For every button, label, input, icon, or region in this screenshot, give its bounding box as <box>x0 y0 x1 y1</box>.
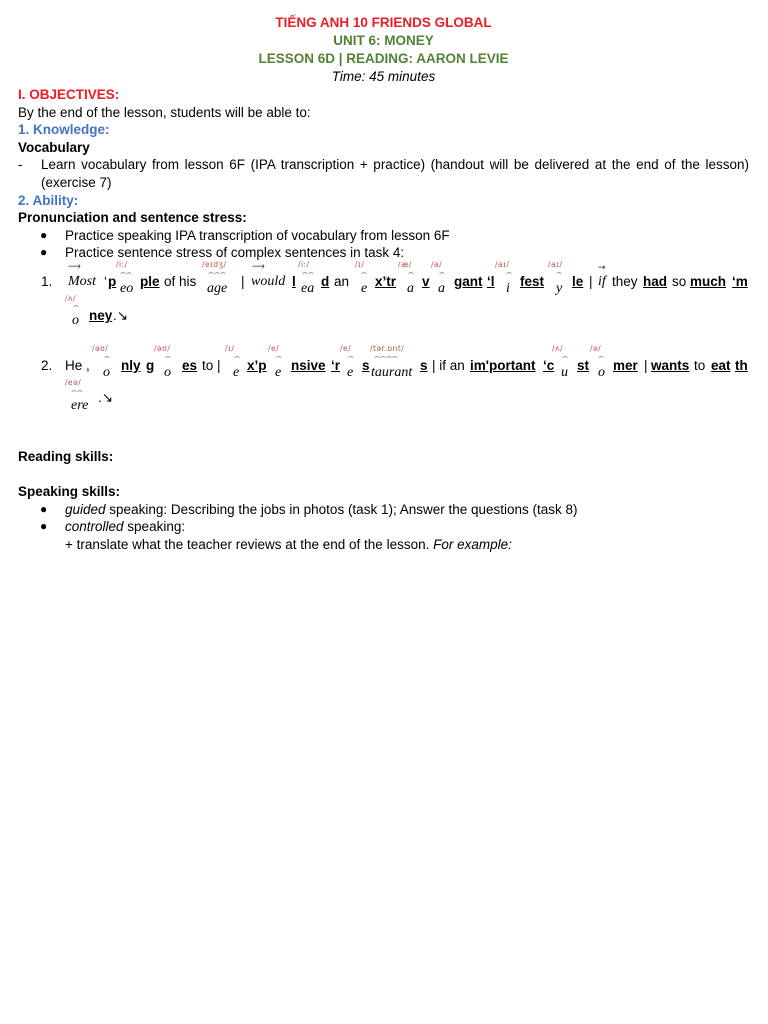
word-token: s <box>362 357 370 373</box>
arc-mark: ⌢ <box>348 351 354 362</box>
arc-mark: ⌢⌢⌢⌢ <box>374 351 398 362</box>
vocabulary-heading: Vocabulary <box>18 139 90 155</box>
word-token: so <box>672 273 687 289</box>
word-token: ‘l <box>487 273 495 289</box>
ipa-label: /ɪ/ <box>355 259 365 269</box>
word-token: ‘m <box>732 273 748 289</box>
word-token: fest <box>520 273 545 289</box>
word-token: st <box>577 357 590 373</box>
stress-sentence-1 <box>18 259 749 340</box>
sub-item-text: + translate what the teacher reviews at the end of the lesson. <box>65 536 434 552</box>
word-token: u <box>561 364 568 380</box>
ipa-label: /ʌ/ <box>552 343 563 353</box>
word-token: th <box>735 357 748 373</box>
ipa-label: /eə/ <box>65 377 82 387</box>
word-token: o <box>598 364 605 380</box>
ipa-label: /əʊ/ <box>154 343 171 353</box>
word-token: they <box>612 273 638 289</box>
stress-sentence-2 <box>18 343 749 446</box>
bullet-item <box>18 227 749 245</box>
arc-mark: ⌢ <box>598 351 604 362</box>
ipa-label: /ə/ <box>590 343 602 353</box>
bullet-marker: ● <box>40 519 48 534</box>
word-token: im'portant <box>470 357 536 373</box>
ipa-label: /iː/ <box>298 259 310 269</box>
word-token: to | <box>202 357 221 373</box>
word-token: ‘c <box>543 357 555 373</box>
arc-mark: ⌢ <box>506 267 512 278</box>
word-token: mer <box>613 357 638 373</box>
bullet-marker: ● <box>40 245 48 260</box>
word-token: nly <box>121 357 141 373</box>
ipa-label: /ɪ/ <box>225 343 235 353</box>
lesson-title: LESSON 6D | READING: AARON LEVIE <box>258 51 509 66</box>
word-token: x’tr <box>375 273 397 289</box>
ipa-label: /aɪ/ <box>548 259 563 269</box>
sentence-number: 1. <box>41 273 53 289</box>
arc-mark: ⌢⌢ <box>302 267 314 278</box>
word-token: o <box>72 312 79 328</box>
vocabulary-item <box>18 156 749 191</box>
arc-mark: ⌢ <box>104 351 110 362</box>
word-token: g <box>146 357 155 373</box>
knowledge-heading: 1. Knowledge: <box>18 122 110 138</box>
objectives-intro: By the end of the lesson, students will be able to: <box>18 104 311 120</box>
speaking-bullet-text: speaking: <box>123 519 186 535</box>
sentence-number: 2. <box>41 357 53 373</box>
arc-mark: ⌢⌢⌢ <box>208 267 226 278</box>
word-token: ‘r <box>331 357 341 373</box>
word-token: Most <box>68 273 96 289</box>
speaking-bullet-text: speaking: Describing the jobs in photos (task 1); Answer the questions (task 8) <box>105 501 578 517</box>
ipa-label: /tər.ɒnt/ <box>370 343 405 353</box>
intonation-arrow: → <box>598 262 606 273</box>
arc-mark: ⌢ <box>165 351 171 362</box>
bullet-text: Practice sentence stress of complex sentences in task 4: <box>65 245 405 261</box>
ipa-label: /əʊ/ <box>92 343 109 353</box>
arc-mark: ⌢⌢ <box>120 267 132 278</box>
separator: | <box>589 273 593 289</box>
speaking-mode: controlled <box>65 519 124 535</box>
ipa-label: /ʌ/ <box>65 293 76 303</box>
intonation-arrow: ⟶ <box>68 261 81 272</box>
word-token: l <box>292 273 296 289</box>
blank-line <box>18 466 749 484</box>
arc-mark: ⌢ <box>361 267 367 278</box>
word-token: e <box>347 364 354 380</box>
arc-mark: ⌢ <box>556 267 562 278</box>
arc-mark: ⌢ <box>562 351 568 362</box>
word-token: ere <box>71 397 89 413</box>
word-token: ea <box>301 280 315 296</box>
word-token: v <box>422 273 430 289</box>
word-token: d <box>321 273 330 289</box>
unit-title: UNIT 6: MONEY <box>333 33 434 48</box>
word-token: | if an <box>432 357 465 373</box>
word-token: taurant <box>371 364 413 380</box>
word-token: would <box>251 273 286 289</box>
word-token: to <box>694 357 706 373</box>
word-token: eat <box>711 357 731 373</box>
word-token: eo <box>120 280 134 296</box>
word-token: an <box>334 273 350 289</box>
separator: | <box>241 273 245 289</box>
word-token: le <box>572 273 584 289</box>
bullet-marker: ● <box>40 227 48 242</box>
arc-mark: ⌢ <box>73 300 79 311</box>
for-example-label: For example: <box>433 536 512 552</box>
word-token: o <box>103 364 110 380</box>
word-token: p <box>108 273 117 289</box>
arc-mark: ⌢ <box>408 267 414 278</box>
arc-mark: ⌢ <box>234 351 240 362</box>
arc-mark: ⌢ <box>276 351 282 362</box>
bullet-text: Practice speaking IPA transcription of vocabulary from lesson 6F <box>65 227 450 243</box>
ipa-label: /iː/ <box>116 259 128 269</box>
stress-mark: ‘ <box>104 273 107 289</box>
word-token: es <box>182 357 198 373</box>
word-token: ney <box>89 307 113 323</box>
bullet-marker: ● <box>40 501 48 516</box>
word-token: wants <box>651 357 690 373</box>
speaking-bullet-guided <box>18 501 749 519</box>
word-token: e <box>275 364 282 380</box>
speaking-bullet-controlled <box>18 518 749 536</box>
objectives-heading: I. OBJECTIVES: <box>18 87 120 102</box>
intonation-arrow: ⟶ <box>252 261 265 272</box>
vocabulary-item-text: Learn vocabulary from lesson 6F (IPA transcription + practice) (handout will be delivered at the end of the lesson) (exercise 7) <box>41 157 749 190</box>
word-token: o <box>164 364 171 380</box>
ipa-label: /æ/ <box>398 259 412 269</box>
word-token: had <box>643 273 668 289</box>
word-token: a <box>407 280 414 296</box>
word-token: nsive <box>291 357 326 373</box>
course-title: TIẾNG ANH 10 FRIENDS GLOBAL <box>275 15 492 30</box>
separator: | <box>644 357 648 373</box>
ipa-label: /eɪdʒ/ <box>202 259 227 269</box>
speaking-skills-heading: Speaking skills: <box>18 484 121 500</box>
word-token: ple <box>140 273 160 289</box>
ipa-label: /aɪ/ <box>495 259 510 269</box>
reading-skills-heading: Reading skills: <box>18 448 114 464</box>
word-token: age <box>207 280 228 296</box>
word-token: gant <box>454 273 483 289</box>
lesson-time: Time: 45 minutes <box>331 69 436 84</box>
word-token: e <box>361 280 368 296</box>
ipa-label: /ə/ <box>431 259 443 269</box>
word-token: much <box>690 273 727 289</box>
word-token: i <box>506 280 510 296</box>
word-token: a <box>438 280 445 296</box>
word-token: x’p <box>247 357 267 373</box>
word-token: y <box>556 280 563 296</box>
word-token: He , <box>65 357 90 373</box>
word-token: of his <box>164 273 197 289</box>
speaking-sub-item <box>18 536 749 554</box>
word-token: if <box>598 273 606 289</box>
falling-intonation: .↘ <box>113 307 129 323</box>
ipa-label: /e/ <box>268 343 280 353</box>
lesson-plan-page <box>18 14 749 554</box>
speaking-mode: guided <box>65 501 106 517</box>
arc-mark: ⌢⌢ <box>71 385 83 396</box>
pronunciation-heading: Pronunciation and sentence stress: <box>18 210 247 226</box>
ability-heading: 2. Ability: <box>18 192 79 208</box>
falling-intonation: .↘ <box>98 389 114 405</box>
word-token: s <box>420 357 428 373</box>
dash-marker: - <box>18 157 23 173</box>
ipa-label: /e/ <box>340 343 352 353</box>
arc-mark: ⌢ <box>439 267 445 278</box>
word-token: e <box>233 364 240 380</box>
